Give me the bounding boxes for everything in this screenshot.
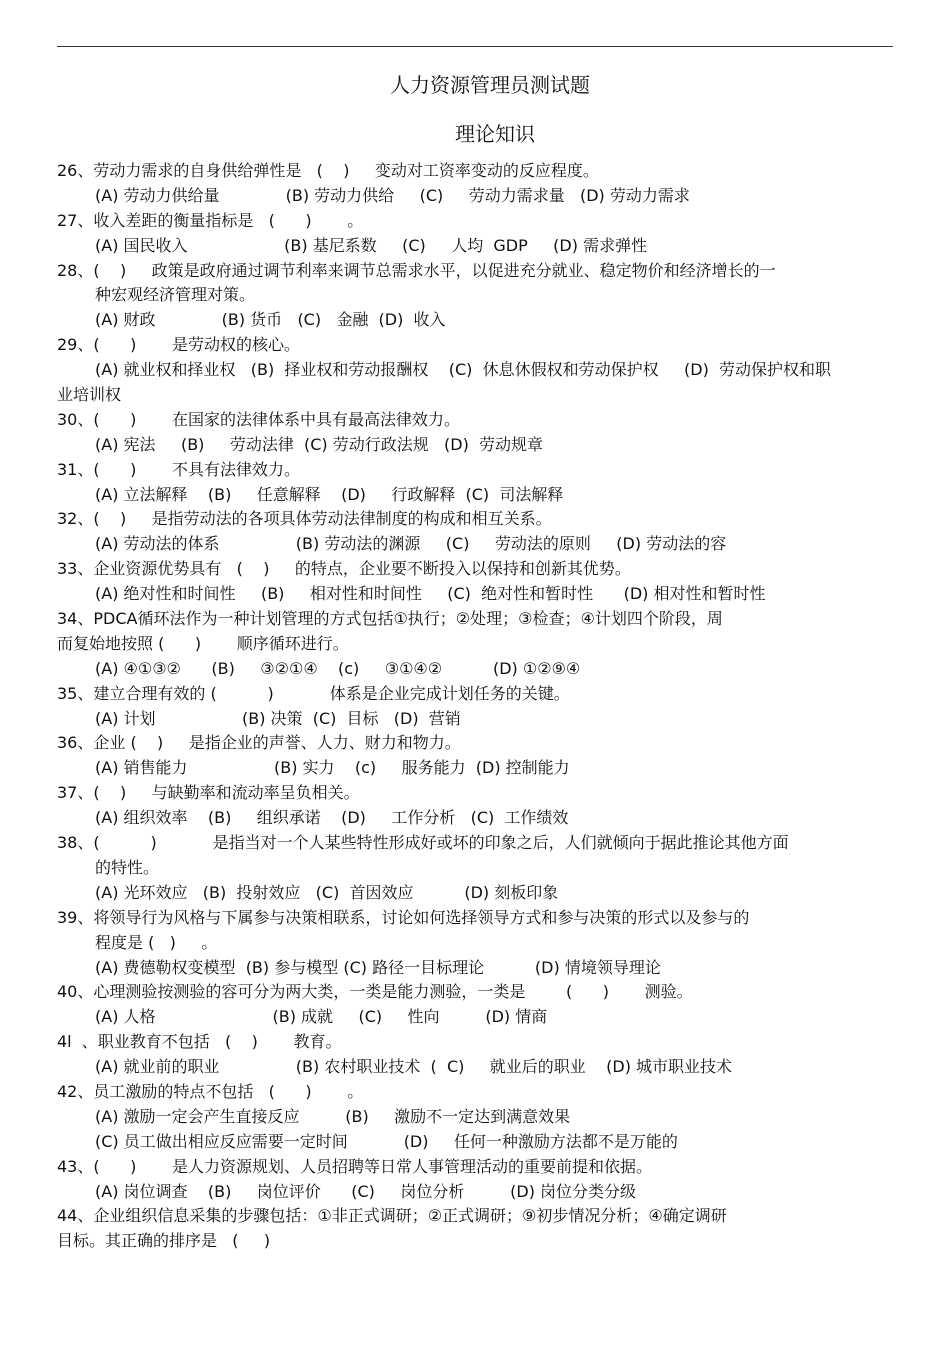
question-line: 40、心理测验按测验的容可分为两大类，一类是能力测验，一类是 ( ) 测验。	[57, 982, 693, 1002]
header-rule	[57, 46, 893, 47]
question-line: 28、( ) 政策是政府通过调节利率来调节总需求水平，以促进充分就业、稳定物价和经济增长的一	[57, 260, 776, 280]
option-line: (A) 人格 (B) 成就 (C) 性向 (D) 情商	[95, 1007, 548, 1027]
question-line: 26、劳动力需求的自身供给弹性是 ( ) 变动对工资率变动的反应程度。	[57, 161, 599, 180]
question-line: 39、将领导行为风格与下属参与决策相联系，讨论如何选择领导方式和参与决策的形式以及参与的	[57, 907, 750, 927]
question-line: 32、( ) 是指劳动法的各项具体劳动法律制度的构成和相互关系。	[57, 509, 552, 529]
option-line: (A) 计划 (B) 决策 (C) 目标 (D) 营销	[95, 708, 461, 728]
section-title: 理论知识	[455, 122, 535, 146]
option-line: (A) 费德勒权变模型 (B) 参与模型 (C) 路径一目标理论 (D) 情境领导理论	[95, 957, 661, 977]
question-list	[57, 159, 893, 1254]
question-line: 38、( ) 是指当对一个人某些特性形成好或坏的印象之后，人们就倾向于据此推论其他方面	[57, 833, 789, 853]
question-line: 30、( ) 在国家的法律体系中具有最高法律效力。	[57, 409, 460, 429]
question-line: 34、PDCA循环法作为一种计划管理的方式包括①执行；②处理；③检查；④计划四个阶段，周	[57, 609, 723, 629]
option-line: (A) 劳动力供给量 (B) 劳动力供给 (C) 劳动力需求量 (D) 劳动力需求	[95, 185, 690, 205]
question-line: 42、员工激励的特点不包括 ( ) 。	[57, 1081, 364, 1101]
option-line: (A) 立法解释 (B) 任意解释 (D) 行政解释 (C) 司法解释	[95, 484, 564, 504]
option-line: (A) 国民收入 (B) 基尼系数 (C) 人均 GDP (D) 需求弹性	[95, 235, 648, 255]
question-line: 4l 、职业教育不包括 ( ) 教育。	[57, 1032, 342, 1052]
option-line: 程度是 ( ) 。	[95, 932, 218, 952]
option-line: 的特性。	[95, 857, 160, 877]
option-line: (A) ④①③② (B) ③②①④ (c) ③①④② (D) ①②⑨④	[95, 658, 581, 678]
option-line: (A) 劳动法的体系 (B) 劳动法的渊源 (C) 劳动法的原则 (D) 劳动法的容	[95, 534, 727, 554]
question-line: 35、建立合理有效的 ( ) 体系是企业完成计划任务的关键。	[57, 683, 570, 703]
option-line: (A) 宪法 (B) 劳动法律 (C) 劳动行政法规 (D) 劳动规章	[95, 434, 543, 454]
question-line: 而复始地按照 ( ) 顺序循环进行。	[57, 633, 349, 653]
question-line: 目标。其正确的排序是 ( )	[57, 1231, 271, 1251]
option-line: (A) 销售能力 (B) 实力 (c) 服务能力 (D) 控制能力	[95, 758, 570, 778]
question-line: 业培训权	[57, 385, 122, 405]
option-line: (A) 绝对性和时间性 (B) 相对性和时间性 (C) 绝对性和暂时性 (D) 相对性和暂时性	[95, 584, 766, 604]
question-line: 33、企业资源优势具有 ( ) 的特点，企业要不断投入以保持和创新其优势。	[57, 559, 631, 579]
question-line: 43、( ) 是人力资源规划、人员招聘等日常人事管理活动的重要前提和依据。	[57, 1156, 652, 1176]
question-line: 27、收入差距的衡量指标是 ( ) 。	[57, 210, 364, 230]
question-line: 37、( ) 与缺勤率和流动率呈负相关。	[57, 783, 360, 803]
option-line: (A) 就业前的职业 (B) 农村职业技术 ( C) 就业后的职业 (D) 城市职业技术	[95, 1057, 733, 1077]
option-line: (A) 岗位调查 (B) 岗位评价 (C) 岗位分析 (D) 岗位分类分级	[95, 1181, 637, 1201]
question-line: 44、企业组织信息采集的步骤包括：①非正式调研；②正式调研；⑨初步情况分析；④确定调研	[57, 1206, 727, 1226]
question-line: 31、( ) 不具有法律效力。	[57, 459, 300, 479]
document-title: 人力资源管理员测试题	[390, 73, 590, 97]
option-line: (A) 财政 (B) 货币 (C) 金融 (D) 收入	[95, 310, 446, 330]
option-line: 种宏观经济管理对策。	[95, 285, 256, 305]
question-line: 29、( ) 是劳动权的核心。	[57, 335, 300, 355]
option-line: (A) 激励一定会产生直接反应 (B) 激励不一定达到满意效果	[95, 1106, 571, 1126]
question-line: 36、企业 ( ) 是指企业的声誉、人力、财力和物力。	[57, 733, 461, 753]
option-line: (C) 员工做出相应反应需要一定时间 (D) 任何一种激励方法都不是万能的	[95, 1131, 678, 1151]
option-line: (A) 组织效率 (B) 组织承诺 (D) 工作分析 (C) 工作绩效	[95, 808, 569, 828]
option-line: (A) 光环效应 (B) 投射效应 (C) 首因效应 (D) 刻板印象	[95, 882, 559, 902]
option-line: (A) 就业权和择业权 (B) 择业权和劳动报酬权 (C) 休息休假权和劳动保护权 (D) 劳动保护权和职	[95, 360, 831, 380]
